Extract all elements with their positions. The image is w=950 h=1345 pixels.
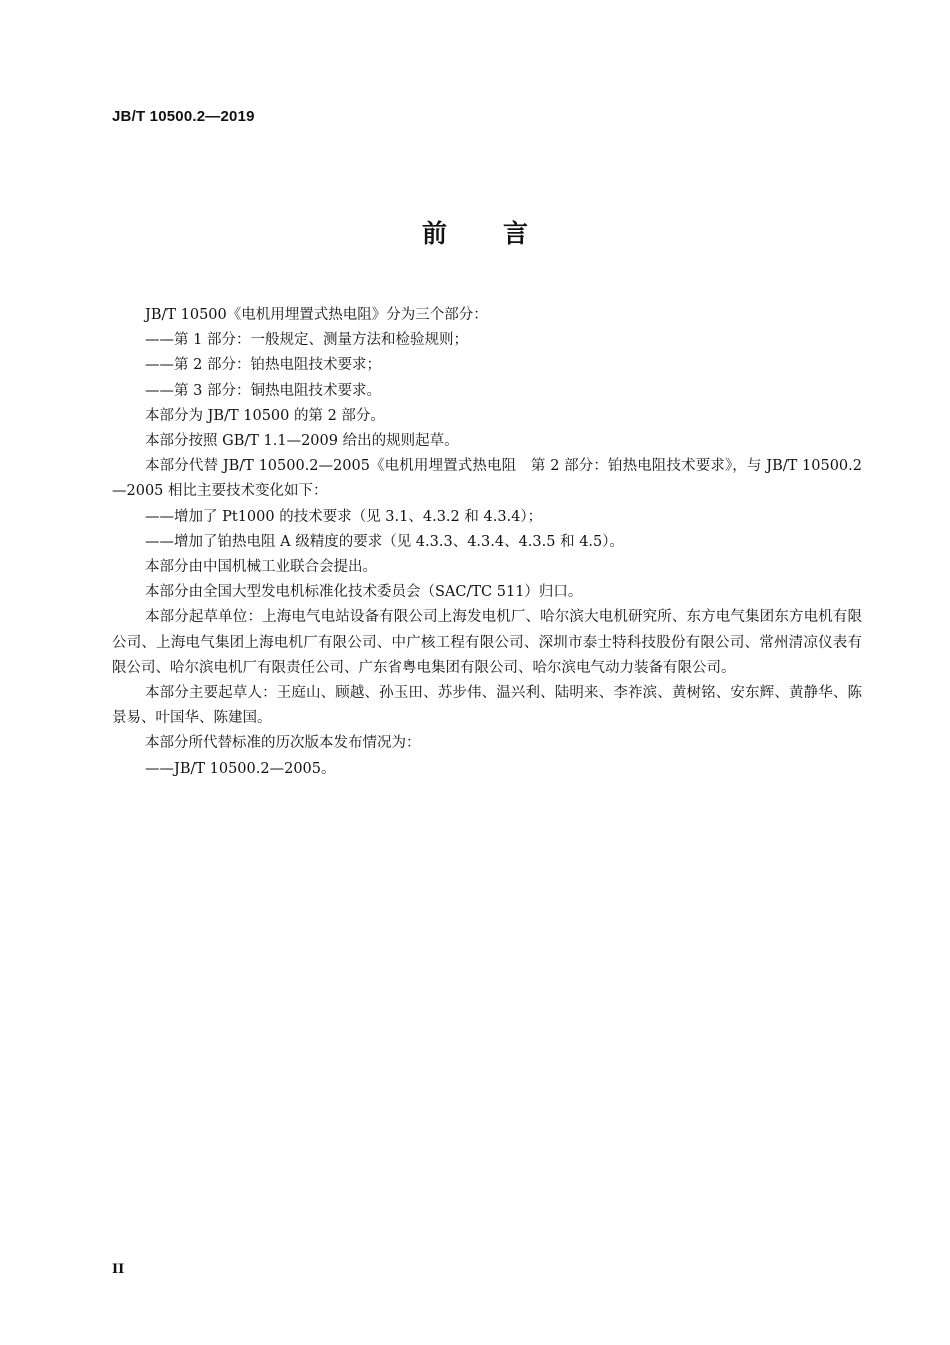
foreword-body: [112, 303, 862, 782]
standard-code: JB/T 10500.2—2019: [112, 108, 255, 125]
paragraph-centralized-by: 本部分由全国大型发电机标准化技术委员会（SAC/TC 511）归口。: [145, 584, 583, 601]
page-number: II: [112, 1262, 125, 1277]
paragraph-this-part: 本部分为 JB/T 10500 的第 2 部分。: [145, 407, 385, 424]
paragraph-replaces: 本部分代替 JB/T 10500.2—2005《电机用埋置式热电阻 第 2 部分：铂热电阻技术要求》，与 JB/T 10500.2—2005 相比主要技术变化如下：: [112, 458, 862, 500]
paragraph-part-1: ——第 1 部分：一般规定、测量方法和检验规则；: [145, 332, 468, 349]
page-title: 前言: [421, 219, 584, 248]
paragraph-drafting-rules: 本部分按照 GB/T 1.1—2009 给出的规则起草。: [145, 433, 459, 450]
paragraph-part-2: ——第 2 部分：铂热电阻技术要求；: [145, 357, 381, 374]
paragraph-change-1: ——增加了 Pt1000 的技术要求（见 3.1、4.3.2 和 4.3.4）；: [145, 508, 543, 525]
paragraph-part-3: ——第 3 部分：铜热电阻技术要求。: [145, 382, 381, 399]
paragraph-history-item: ——JB/T 10500.2—2005。: [145, 760, 336, 777]
paragraph-history-intro: 本部分所代替标准的历次版本发布情况为：: [145, 735, 421, 752]
paragraph-change-2: ——增加了铂热电阻 A 级精度的要求（见 4.3.3、4.3.4、4.3.5 和 4.5）。: [145, 533, 625, 550]
paragraph-proposed-by: 本部分由中国机械工业联合会提出。: [145, 559, 377, 576]
paragraph-parts-intro: JB/T 10500《电机用埋置式热电阻》分为三个部分：: [145, 307, 488, 323]
paragraph-drafting-units: 本部分起草单位：上海电气电站设备有限公司上海发电机厂、哈尔滨大电机研究所、东方电气集团东方电机有限公司、上海电气集团上海电机厂有限公司、中广核工程有限公司、深圳市泰士特科技股份有限公司、常州清凉仪表有限公司、哈尔滨电机厂有限责任公司、广东省粤电集团有限公司、哈尔滨电气动力装备有限公司。: [112, 609, 862, 676]
paragraph-drafters: 本部分主要起草人：王庭山、顾越、孙玉田、苏步伟、温兴利、陆明来、李祚滨、黄树铭、安东辉、黄静华、陈景易、叶国华、陈建国。: [112, 685, 862, 727]
